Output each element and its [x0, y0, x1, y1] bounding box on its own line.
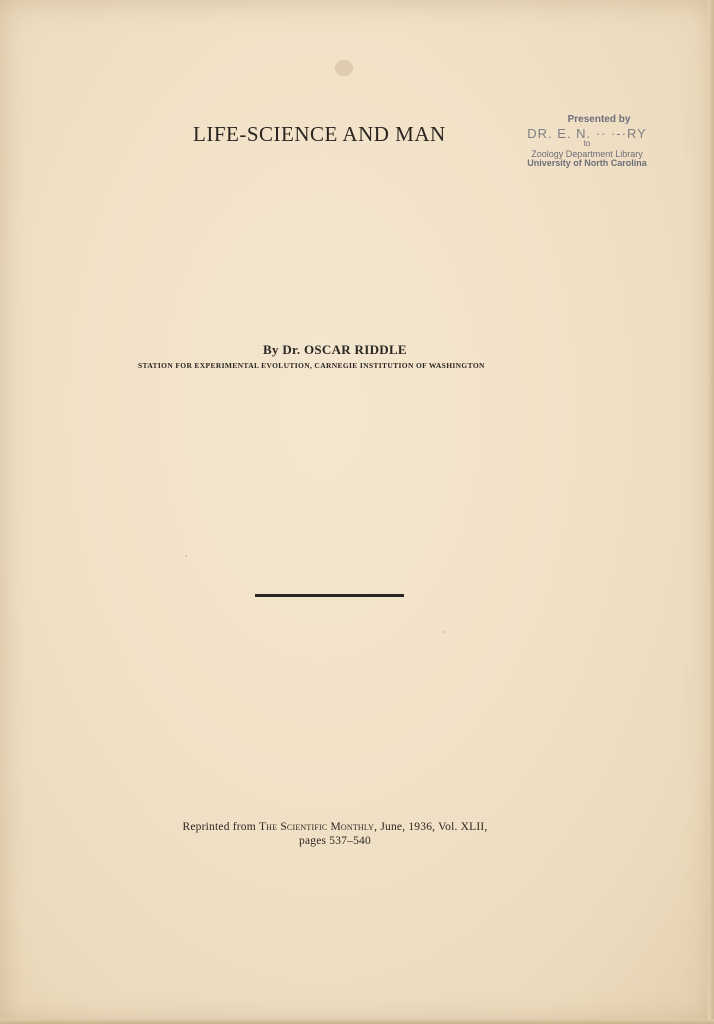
paper-speck — [185, 555, 187, 557]
reprint-issue: , June, 1936, Vol. XLII, — [374, 821, 488, 833]
stamp-presented-by: Presented by — [567, 114, 631, 125]
stamp-department: Zoology Department Library — [531, 148, 643, 159]
page-edge-right — [708, 0, 714, 1024]
author-byline: By Dr. OSCAR RIDDLE — [263, 342, 407, 357]
divider-rule — [255, 594, 404, 597]
author-affiliation: STATION FOR EXPERIMENTAL EVOLUTION, CARNEGIE INSTITUTION OF WASHINGTON — [138, 361, 485, 370]
paper-blemish — [335, 60, 353, 76]
stamp-to: to — [583, 139, 591, 149]
page-edge-bottom — [0, 1019, 714, 1024]
stamp-donor-name: DR. E. N. ·· ·-·RY — [527, 125, 647, 141]
stamp-university: University of North Carolina — [527, 157, 647, 168]
reprint-line-1 — [0, 820, 670, 834]
reprint-pages: pages 537–540 — [299, 835, 371, 847]
reprint-note — [0, 820, 670, 848]
reprint-prefix: Reprinted from — [182, 821, 259, 833]
journal-name: The Scientific Monthly — [258, 821, 375, 833]
library-stamp — [512, 115, 662, 168]
document-title: LIFE-SCIENCE AND MAN — [193, 122, 446, 146]
paper-speck — [443, 631, 445, 633]
